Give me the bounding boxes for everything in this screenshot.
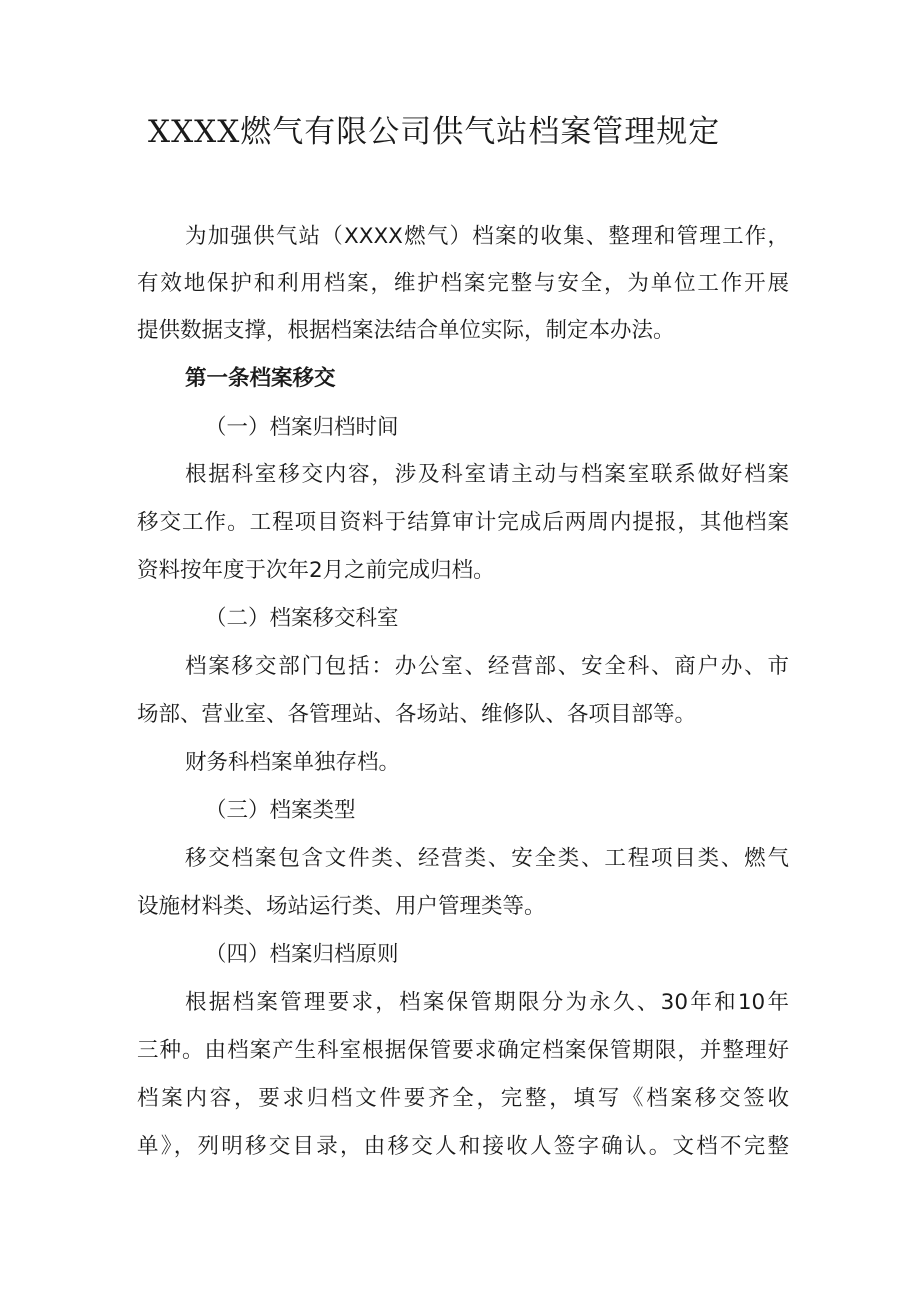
paragraph-line: 档案移交部门包括：办公室、经营部、安全科、商户办、市 (185, 654, 789, 679)
paragraph-line: 设施材料类、场站运行类、用户管理类等。 (137, 894, 546, 919)
paragraph-line: 有效地保护和利用档案，维护档案完整与安全，为单位工作开展 (137, 271, 789, 296)
subsection-heading: （一）档案归档时间 (205, 415, 399, 440)
paragraph-line: 移交档案包含文件类、经营类、安全类、工程项目类、燃气 (185, 846, 789, 871)
subsection-heading: （三）档案类型 (205, 798, 356, 823)
paragraph-line: 根据科室移交内容，涉及科室请主动与档案室联系做好档案 (185, 462, 789, 487)
section-heading: 第一条档案移交 (185, 366, 336, 391)
paragraph-line: 单》，列明移交目录，由移交人和接收人签字确认。文档不完整 (137, 1134, 789, 1159)
paragraph-line: 三种。由档案产生科室根据保管要求确定档案保管期限，并整理好 (137, 1038, 789, 1063)
paragraph-line: 场部、营业室、各管理站、各场站、维修队、各项目部等。 (137, 702, 697, 727)
subsection-heading: （二）档案移交科室 (205, 606, 399, 631)
paragraph-line: 为加强供气站（XXXX燃气）档案的收集、整理和管理工作， (185, 224, 789, 249)
paragraph-line: 财务科档案单独存档。 (185, 750, 401, 775)
paragraph-line: 根据档案管理要求，档案保管期限分为永久、30年和10年 (185, 990, 789, 1015)
paragraph-line: 移交工作。工程项目资料于结算审计完成后两周内提报，其他档案 (137, 510, 789, 535)
paragraph-line: 提供数据支撑，根据档案法结合单位实际，制定本办法。 (137, 318, 675, 343)
document-title: XXXX燃气有限公司供气站档案管理规定 (148, 114, 721, 150)
paragraph-line: 档案内容，要求归档文件要齐全，完整，填写《档案移交签收 (137, 1086, 789, 1111)
subsection-heading: （四）档案归档原则 (205, 942, 399, 967)
paragraph-line: 资料按年度于次年2月之前完成归档。 (137, 558, 495, 583)
